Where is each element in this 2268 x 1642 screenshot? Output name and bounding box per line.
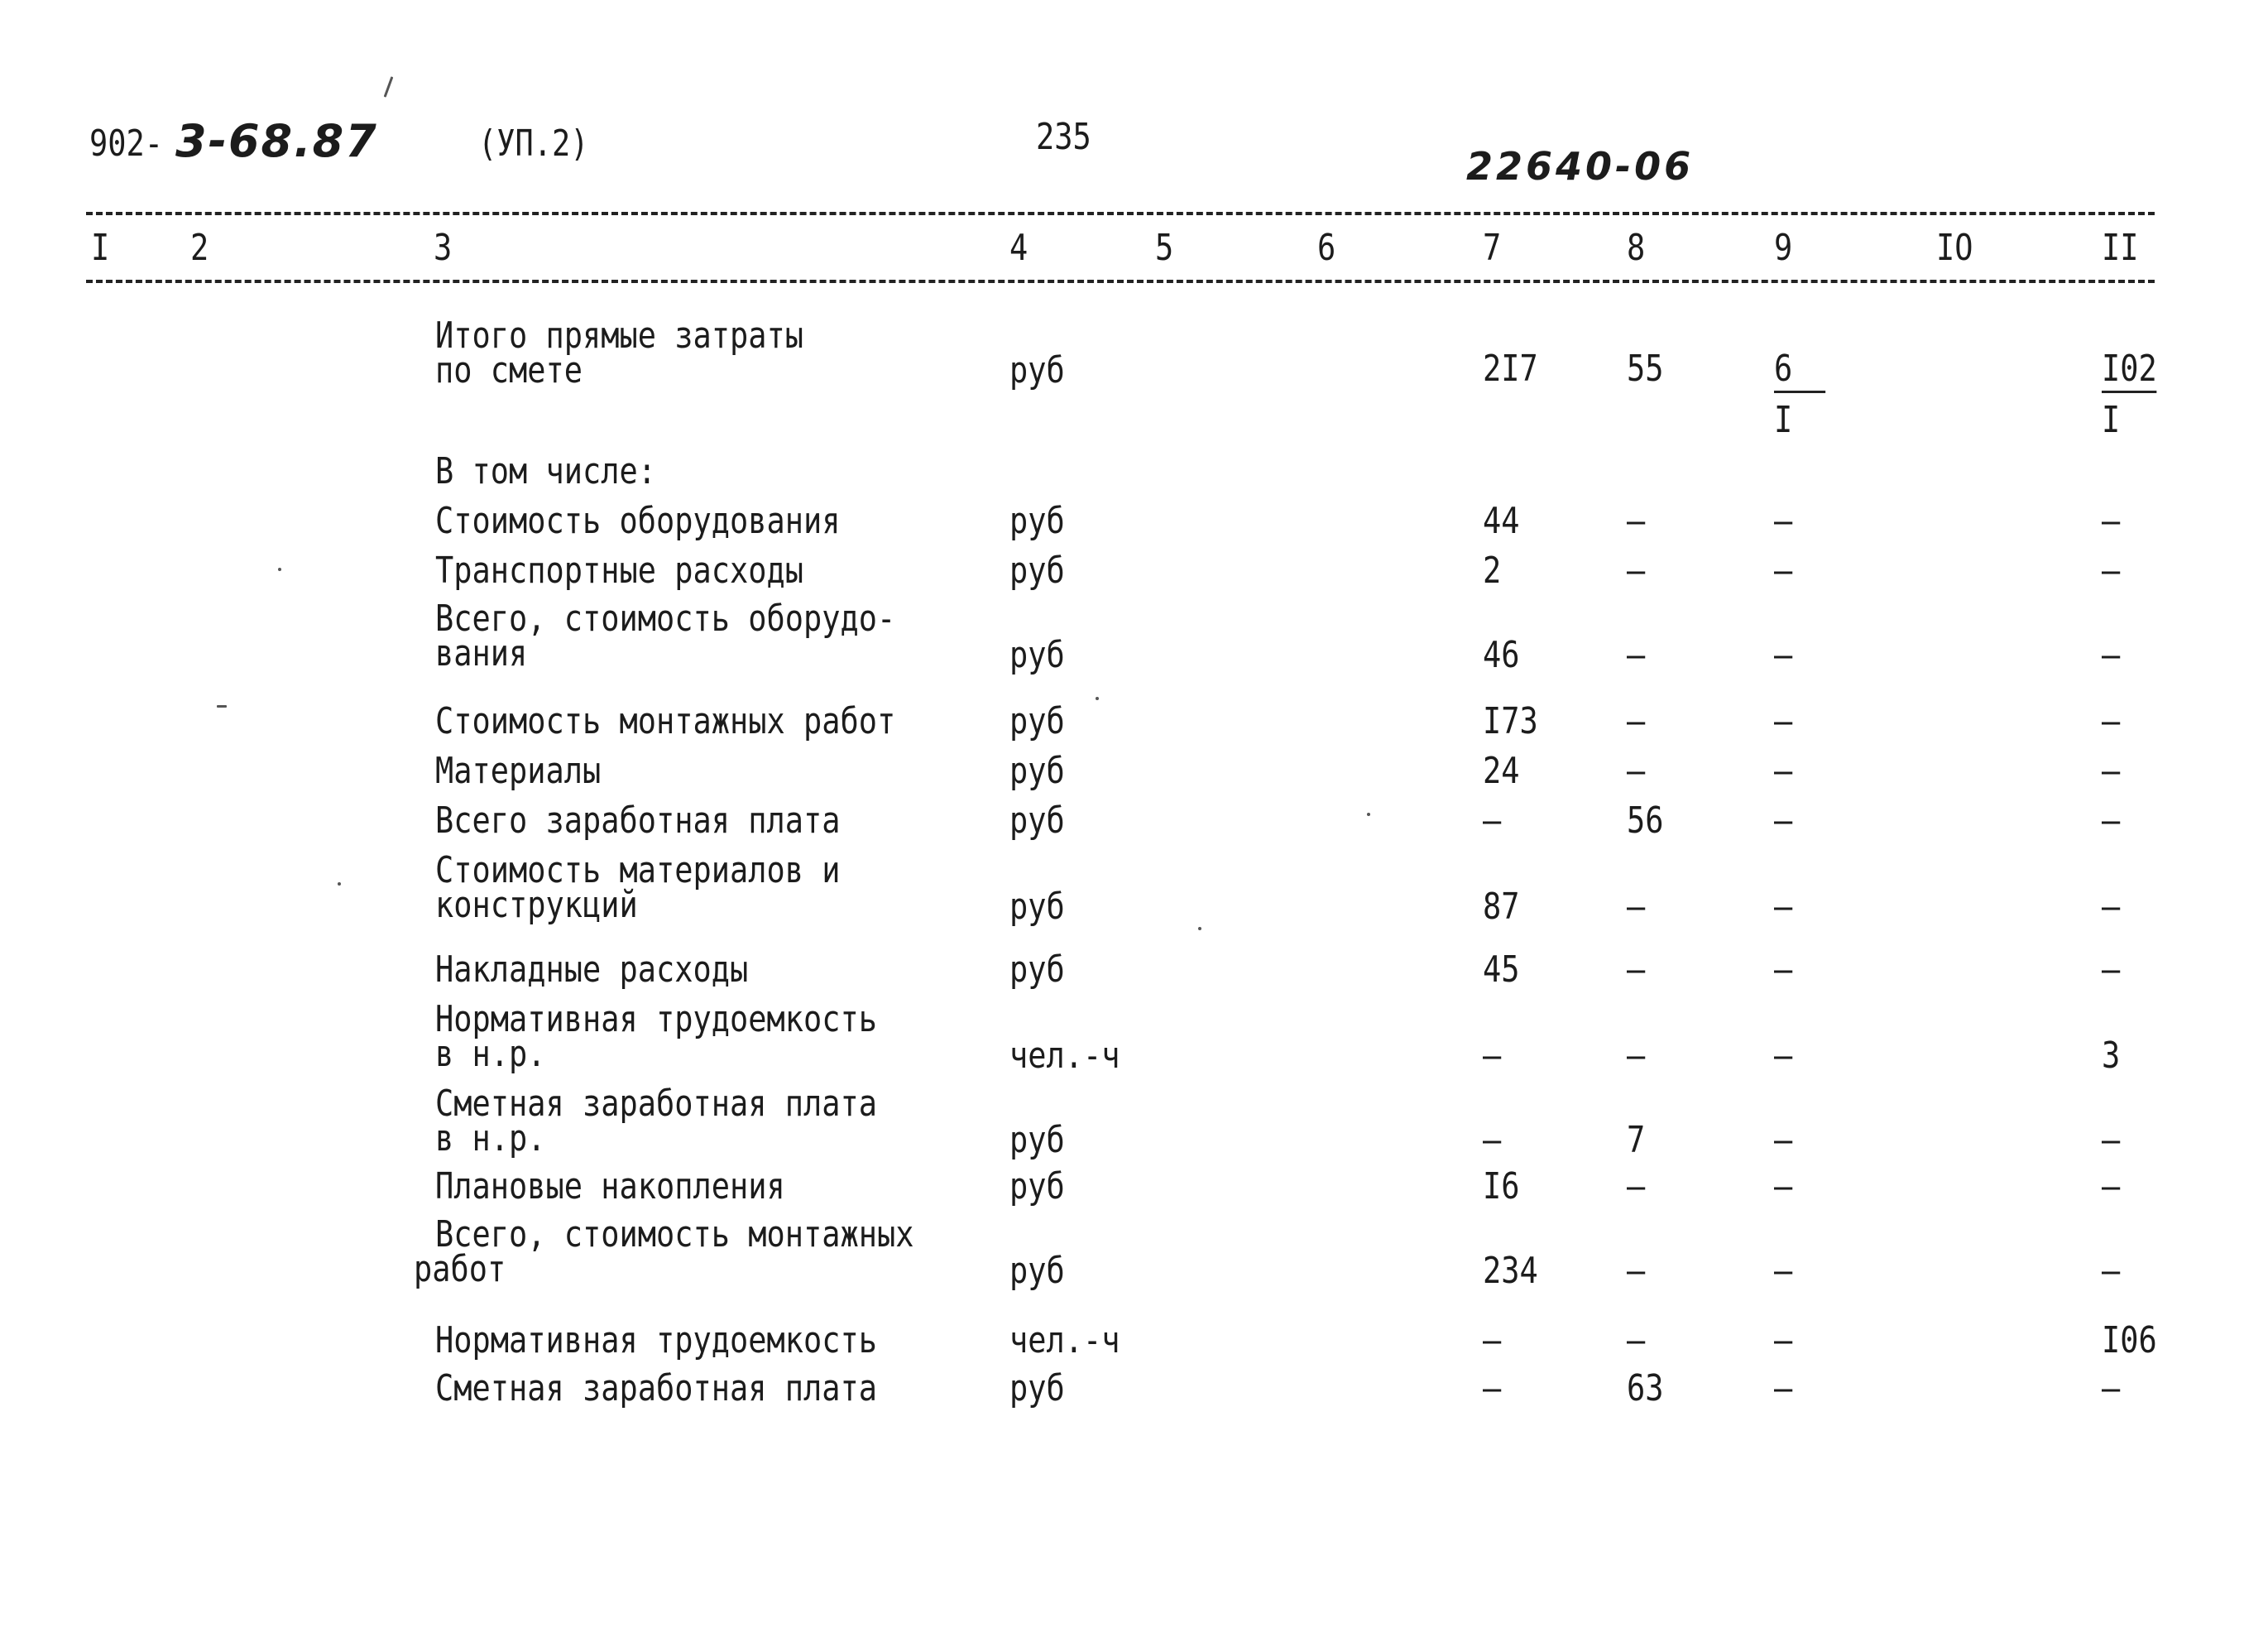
row-label-line2: вания [435,632,528,675]
row-col9: – [1774,1165,1793,1207]
album-number: (УП.2) [478,122,589,165]
scan-speck [1198,927,1201,930]
row-label-line1: Транспортные расходы [435,550,804,592]
row-unit: руб [1009,500,1065,542]
row-unit: руб [1009,700,1065,742]
row-col9: – [1774,550,1793,592]
header-rule-bottom [86,280,2155,283]
row-col11: – [2102,1367,2121,1409]
row-unit: руб [1009,799,1065,842]
row-col8: – [1627,948,1646,991]
row-col8: – [1627,1035,1646,1077]
inventory-number: 22640-06 [1466,144,1695,189]
row-col7: – [1483,1319,1502,1361]
row-col11: – [2102,750,2121,792]
row-col7: 46 [1483,634,1520,676]
row-col7: – [1483,1119,1502,1161]
row-col8: – [1627,634,1646,676]
total-col9-numerator: 6 [1774,351,1825,393]
row-col11: – [2102,500,2121,542]
scan-speck [1096,697,1099,700]
column-header: 6 [1317,227,1336,269]
row-label-line1: Всего, стоимость оборудо- [435,598,896,640]
row-label-line1: Нормативная трудоемкость [435,998,878,1040]
row-unit: чел.-ч [1009,1035,1120,1077]
column-header: 9 [1774,227,1793,269]
row-col9: – [1774,1035,1793,1077]
row-col11: – [2102,700,2121,742]
scan-speck [278,568,281,571]
total-col11-numerator: I02 [2102,351,2157,393]
column-header: 8 [1627,227,1646,269]
row-col11: – [2102,1250,2121,1292]
including-label: В том числе: [435,450,657,492]
row-col8: 7 [1627,1119,1646,1161]
row-col8: – [1627,1250,1646,1292]
row-col8: – [1627,1319,1646,1361]
column-header: 2 [190,227,209,269]
row-unit: руб [1009,750,1065,792]
row-label-line2: конструкций [435,884,638,926]
column-header: II [2102,227,2139,269]
column-header: 5 [1155,227,1174,269]
total-col7: 2I7 [1483,348,1538,390]
total-col11-denominator: I [2102,399,2121,441]
row-col11: – [2102,634,2121,676]
row-col7: – [1483,1367,1502,1409]
total-label-line2: по смете [435,349,583,391]
row-label-line1: Плановые накопления [435,1165,785,1207]
row-label-line1: Стоимость оборудования [435,500,841,542]
row-col7: I6 [1483,1165,1520,1207]
row-col8: – [1627,500,1646,542]
row-label-line2: в н.р. [435,1117,546,1159]
total-col8: 55 [1627,348,1664,390]
row-col9: – [1774,634,1793,676]
row-col7: 87 [1483,886,1520,928]
row-col11: – [2102,886,2121,928]
row-label-line2: в н.р. [435,1033,546,1075]
row-label-line1: Сметная заработная плата [435,1083,878,1125]
page-number: 235 [1036,116,1091,158]
scan-speck [217,705,227,708]
row-col9: – [1774,1250,1793,1292]
row-label-line1: Всего, стоимость монтажных [435,1213,914,1256]
row-label-line1: Нормативная трудоемкость [435,1319,878,1361]
row-unit: руб [1009,886,1065,928]
scan-speck [1367,813,1370,816]
row-unit: чел.-ч [1009,1319,1120,1361]
column-header: IO [1936,227,1973,269]
column-header: I [91,227,110,269]
row-unit: руб [1009,1367,1065,1409]
row-col11: – [2102,550,2121,592]
total-label-line1: Итого прямые затраты [435,314,804,357]
scan-speck [338,882,341,886]
row-col9: – [1774,1119,1793,1161]
row-col7: 234 [1483,1250,1538,1292]
row-col9: – [1774,1367,1793,1409]
row-unit: руб [1009,1250,1065,1292]
row-col11: – [2102,948,2121,991]
row-col11: 3 [2102,1035,2121,1077]
column-header: 7 [1483,227,1502,269]
scan-speck [384,76,394,97]
row-label-line1: Материалы [435,750,602,792]
row-unit: руб [1009,1119,1065,1161]
row-col7: 2 [1483,550,1502,592]
row-col9: – [1774,799,1793,842]
row-col8: – [1627,750,1646,792]
row-col9: – [1774,1319,1793,1361]
row-col9: – [1774,500,1793,542]
row-col8: – [1627,886,1646,928]
row-col9: – [1774,750,1793,792]
row-unit: руб [1009,948,1065,991]
document-code-series: 3-68.87 [175,115,378,167]
row-col11: – [2102,799,2121,842]
total-unit: руб [1009,349,1065,391]
row-col9: – [1774,948,1793,991]
row-label-line1: Стоимость монтажных работ [435,700,896,742]
column-header: 3 [434,227,453,269]
row-label-line1: Накладные расходы [435,948,749,991]
row-col8: – [1627,1165,1646,1207]
row-col8: – [1627,550,1646,592]
row-col9: – [1774,700,1793,742]
total-col9-denominator: I [1774,399,1793,441]
row-col7: 24 [1483,750,1520,792]
row-col11: – [2102,1165,2121,1207]
row-unit: руб [1009,1165,1065,1207]
row-col11: – [2102,1119,2121,1161]
row-col8: – [1627,700,1646,742]
header-rule-top [86,212,2155,215]
row-label-line1: Сметная заработная плата [435,1367,878,1409]
row-label-line1: Стоимость материалов и [435,849,841,891]
row-label-line1: Всего заработная плата [435,799,841,842]
column-header: 4 [1009,227,1029,269]
row-unit: руб [1009,634,1065,676]
row-unit: руб [1009,550,1065,592]
row-col11: I06 [2102,1319,2157,1361]
row-col7: 45 [1483,948,1520,991]
row-col8: 56 [1627,799,1664,842]
row-label-line2: работ [414,1248,506,1290]
row-col7: 44 [1483,500,1520,542]
row-col7: – [1483,799,1502,842]
row-col9: – [1774,886,1793,928]
row-col7: – [1483,1035,1502,1077]
document-code-prefix: 902- [89,122,164,165]
row-col7: I73 [1483,700,1538,742]
row-col8: 63 [1627,1367,1664,1409]
